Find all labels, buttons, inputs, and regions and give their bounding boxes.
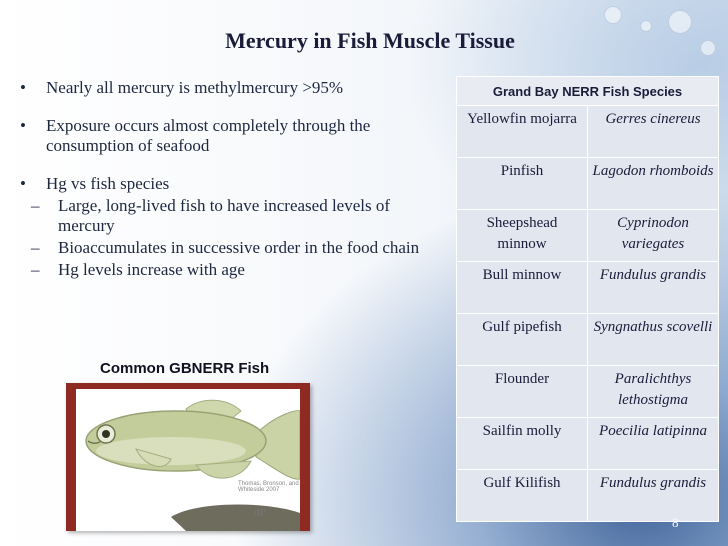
bullet-item: [18, 116, 438, 156]
table-header: Grand Bay NERR Fish Species: [457, 77, 719, 106]
water-bubble-decoration: [700, 40, 716, 56]
photo-mark: dP: [254, 507, 266, 519]
water-bubble-decoration: [668, 10, 692, 34]
common-name-cell: Sailfin molly: [457, 418, 588, 470]
bullet-item: [18, 174, 438, 194]
sub-bullet-item: [18, 238, 438, 258]
common-name-cell: Bull minnow: [457, 262, 588, 314]
scientific-name-cell: Cyprinodon variegates: [588, 210, 719, 262]
fish-photo-frame: [66, 383, 310, 531]
table-header-row: [457, 77, 719, 106]
table-row: [457, 418, 719, 470]
water-bubble-decoration: [640, 20, 652, 32]
table-row: [457, 210, 719, 262]
scientific-name-cell: Fundulus grandis: [588, 470, 719, 522]
common-name-cell: Gulf Kilifish: [457, 470, 588, 522]
table-row: [457, 470, 719, 522]
table-row: [457, 314, 719, 366]
scientific-name-cell: Poecilia latipinna: [588, 418, 719, 470]
common-name-cell: Pinfish: [457, 158, 588, 210]
table-row: [457, 106, 719, 158]
sub-bullet-item: [18, 260, 438, 280]
dash-glyph: –: [31, 260, 40, 279]
table-row: [457, 366, 719, 418]
scientific-name-cell: Gerres cinereus: [588, 106, 719, 158]
slide-title: Mercury in Fish Muscle Tissue: [225, 28, 515, 53]
table-row: [457, 262, 719, 314]
scientific-name-cell: Lagodon rhomboids: [588, 158, 719, 210]
sub-bullet-item: [18, 196, 438, 236]
scientific-name-cell: Syngnathus scovelli: [588, 314, 719, 366]
sub-bullet-text: Large, long-lived fish to have increased levels of mercury: [58, 196, 391, 235]
photo-credit: Thomas, Bronson, and Whiteside 2007: [238, 481, 299, 493]
scientific-name-cell: Fundulus grandis: [588, 262, 719, 314]
scientific-name-cell: Paralichthys lethostigma: [588, 366, 719, 418]
bullet-item: [18, 78, 438, 98]
common-name-cell: Flounder: [457, 366, 588, 418]
bullet-glyph: •: [20, 116, 26, 135]
bullet-text: Hg vs fish species: [46, 174, 170, 193]
common-name-cell: Yellowfin mojarra: [457, 106, 588, 158]
figure-caption: Common GBNERR Fish: [100, 360, 270, 377]
bullet-list: [18, 78, 438, 282]
sub-bullet-text: Hg levels increase with age: [58, 260, 245, 279]
fish-species-table: [456, 76, 719, 522]
sub-bullet-text: Bioaccumulates in successive order in the food chain: [58, 238, 420, 257]
dash-glyph: –: [31, 238, 40, 257]
bullet-text: Exposure occurs almost completely through the consumption of seafood: [46, 116, 371, 155]
page-number: 8: [672, 515, 679, 530]
bullet-glyph: •: [20, 174, 26, 193]
common-name-cell: Sheepshead minnow: [457, 210, 588, 262]
bullet-glyph: •: [20, 78, 26, 97]
water-bubble-decoration: [604, 6, 622, 24]
common-name-cell: Gulf pipefish: [457, 314, 588, 366]
fish-illustration: [76, 389, 300, 531]
bullet-text: Nearly all mercury is methylmercury >95%: [46, 78, 344, 97]
table-row: [457, 158, 719, 210]
fish-photo: [76, 389, 300, 531]
dash-glyph: –: [31, 196, 40, 215]
